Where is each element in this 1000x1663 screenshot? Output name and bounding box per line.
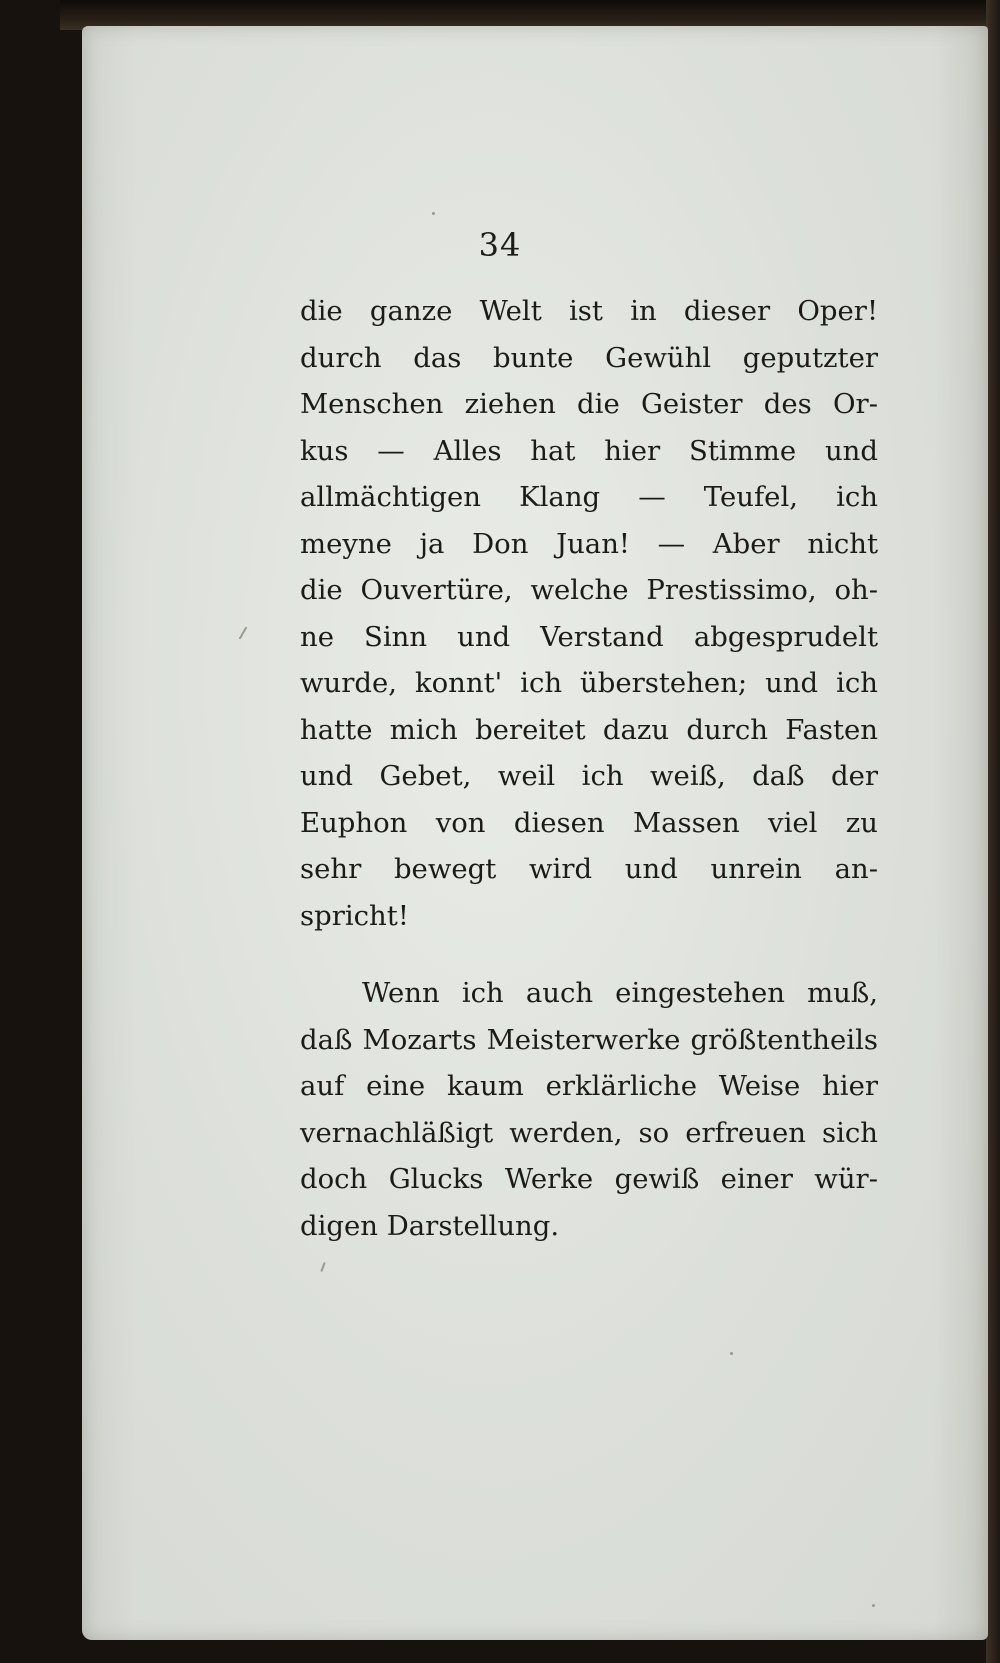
paper-speck: [872, 1604, 875, 1607]
text-line: wurde, konnt' ich überstehen; und ich: [300, 667, 878, 699]
text-line: die ganze Welt ist in dieser Oper!: [300, 295, 878, 327]
paper-speck: [432, 212, 435, 215]
paper-speck: [320, 1262, 325, 1272]
text-line: die Ouvertüre, welche Prestissimo, oh-: [300, 574, 878, 606]
text-line: spricht!: [300, 899, 409, 932]
text-line: auf eine kaum erklärliche Weise hier: [300, 1070, 878, 1102]
text-line: sehr bewegt wird und unrein an-: [300, 853, 878, 885]
paper-speck: [239, 626, 248, 639]
text-line: allmächtigen Klang — Teufel, ich: [300, 481, 878, 513]
page-number: 34: [478, 226, 522, 264]
text-line: hatte mich bereitet dazu durch Fasten: [300, 713, 878, 746]
text-line: Menschen ziehen die Geister des Or-: [300, 388, 878, 420]
text-line: durch das bunte Gewühl geputzter: [300, 341, 878, 374]
text-line: vernachläßigt werden, so erfreuen sich: [300, 1116, 878, 1149]
text-line: Wenn ich auch eingestehen muß,: [362, 977, 878, 1009]
text-line: digen Darstellung.: [300, 1209, 560, 1242]
paper-speck: [730, 1352, 733, 1355]
text-line: Euphon von diesen Massen viel zu: [300, 806, 878, 839]
text-line: daß Mozarts Meisterwerke größtentheils: [300, 1023, 878, 1056]
text-line: doch Glucks Werke gewiß einer wür-: [300, 1163, 878, 1195]
text-line: kus — Alles hat hier Stimme und: [300, 434, 878, 467]
text-line: ne Sinn und Verstand abgesprudelt: [300, 620, 878, 653]
text-line: meyne ja Don Juan! — Aber nicht: [300, 527, 878, 560]
text-line: und Gebet, weil ich weiß, daß der: [300, 760, 878, 792]
